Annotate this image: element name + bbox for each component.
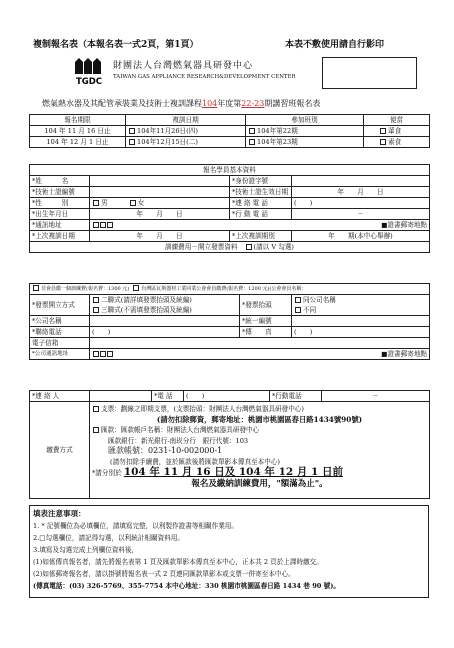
label-contact: *連 絡 人	[30, 391, 90, 402]
field-last-period[interactable]: 年 期(本中心舉辦)	[292, 231, 430, 242]
meal-option-meat[interactable]: 葷食	[364, 126, 430, 137]
label-pay-method: 繳費方式	[30, 402, 90, 499]
field-cert-date[interactable]: 年 月 日	[292, 187, 430, 198]
deadline-1: 104 年 11 月 16 日止	[30, 126, 126, 137]
zip-box[interactable]	[107, 222, 113, 228]
field-company-addr[interactable]	[90, 349, 430, 360]
label-cert-date: *技術士證生效日期	[230, 187, 292, 198]
label-cert-no: *技術士證編號	[30, 187, 90, 198]
zip-box[interactable]	[93, 222, 99, 228]
field-id[interactable]	[292, 176, 430, 187]
col-deadline: 報名期限	[30, 115, 126, 126]
checkbox[interactable]	[133, 285, 139, 291]
checkbox[interactable]	[295, 307, 301, 313]
course-title: 燃氣熱水器及其配管承裝業及技術士複訓課程104年度第22-23期講習班報名表	[42, 99, 321, 108]
label-name: *姓 名	[30, 176, 90, 187]
member-options[interactable]: 非會員繳一個訓練費(報名費：1300 元) 台灣區瓦斯器材工業同業公會會員繳費(報名費：1200 元)(公會會員名稱：	[30, 284, 430, 295]
cert-mail-option-2[interactable]: ■證書郵寄地點	[381, 349, 428, 358]
student-info-table	[29, 164, 430, 253]
field-gender[interactable]: 男 女	[90, 198, 230, 209]
checkbox[interactable]	[93, 406, 99, 412]
checkbox[interactable]	[93, 307, 99, 313]
schedule-table	[29, 114, 430, 148]
field-phone[interactable]: ( )	[292, 198, 430, 209]
label-address: *通訊地址	[30, 220, 90, 231]
label-tel: *電 話	[152, 391, 184, 402]
col-class: 參加班別	[246, 115, 364, 126]
field-contact[interactable]	[90, 391, 152, 402]
zip-box[interactable]	[93, 351, 99, 357]
zip-box[interactable]	[107, 351, 113, 357]
note-4: (1)如係傳真報名者，請先將報名表第 1 頁及匯款單影本傳真至本中心，正本共 2 頁於上課時繳交。	[33, 558, 323, 566]
checkbox[interactable]	[129, 128, 135, 134]
bank-info: 匯款銀行：新光銀行-南崁分行 銀行代號：103	[108, 436, 249, 445]
field-company[interactable]	[90, 316, 240, 327]
label-mobile2: *行動電話	[270, 391, 322, 402]
org-english-name: TAIWAN GAS APPLIANCE RESEARCH&DEVELOPMENT CENTER	[113, 74, 296, 80]
checkbox[interactable]	[295, 297, 301, 303]
label-phone: *連 絡 電 話	[230, 198, 292, 209]
label-gender: *性 別	[30, 198, 90, 209]
field-birth[interactable]: 年 月 日	[90, 209, 230, 220]
payment-table	[29, 390, 430, 499]
field-last-date[interactable]: 年 月 日	[90, 231, 230, 242]
checkbox[interactable]	[249, 128, 255, 134]
note-5: (2)如係郵寄報名者，請以掛號將報名表一式 2 頁連同匯款單影本或支票一併寄至本中心。	[33, 570, 295, 578]
zip-box[interactable]	[100, 351, 106, 357]
note-6: (傳真電話：(03) 326-5769、355-7754 本中心地址：330 桃園市桃園區春日路 1434 巷 90 號)。	[33, 582, 340, 590]
label-birth: *出生年月日	[30, 209, 90, 220]
label-company-addr: *公司通訊地址	[30, 349, 90, 360]
field-name[interactable]	[90, 176, 230, 187]
org-name: 財團法人台灣燃氣器具研發中心	[113, 61, 254, 71]
checkbox[interactable]	[246, 244, 252, 250]
col-date: 複訓日期	[126, 115, 246, 126]
date-option-1[interactable]: 104年11月26日(四)	[126, 126, 246, 137]
label-mobile: *行 動 電 話	[230, 209, 292, 220]
tgdc-logo	[72, 56, 106, 86]
pay-method-detail: 支票：劃線之即期支票，(支票抬頭：財團法人台灣燃氣器具研發中心) (請勿扣除郵資，郵寄地址：桃園市桃園區春日路1434號90號) 匯款：匯款帳戶名稱：財團法人台灣燃氣器具研發中心 匯款銀行：新光銀行-南崁分行 銀行代號：103 匯款帳號：0231-10-002000-1 (請勿扣除手續費，並於匯款後將匯款單影本傳真至本中心) *請分別於 104 年 11 月 16 日及 104 年 12 月 1 日前 報名及繳納訓練費用，"額滿為止"。	[90, 402, 430, 499]
field-cert-no[interactable]	[90, 187, 230, 198]
photo-stamp-box	[322, 57, 417, 89]
checkbox[interactable]	[33, 285, 39, 291]
section-student: 報名學員基本資料	[30, 165, 430, 176]
label-company: *公司名稱	[30, 316, 90, 327]
checkbox[interactable]	[130, 200, 136, 206]
fee-note: (請勿扣除手續費，並於匯款後將匯款單影本傳真至本中心)	[110, 457, 280, 466]
deadline-text: 104 年 11 月 16 日及 104 年 12 月 1 日前	[123, 466, 343, 478]
field-email[interactable]	[90, 338, 430, 349]
label-invoice-title: *發票抬頭	[240, 295, 292, 316]
note-1: 1. * 記號欄位為必填欄位，請填寫完整，以利製作證書等相關作業用。	[33, 522, 238, 530]
checkbox[interactable]	[93, 427, 99, 433]
form-title-left: 複制報名表（本報名表一式2頁，第1頁）	[33, 40, 199, 50]
form-title-right: 本表不敷使用請自行影印	[285, 40, 385, 50]
checkbox[interactable]	[93, 297, 99, 303]
class-option-2[interactable]: 104年第23期	[246, 137, 364, 148]
class-option-1[interactable]: 104年第22期	[246, 126, 364, 137]
cert-mail-option[interactable]: ■證書郵寄地點	[381, 220, 427, 229]
col-meal: 便當	[364, 115, 430, 126]
label-invoice-type: *發票開立方式	[30, 295, 90, 316]
field-fax[interactable]: ( )	[292, 327, 430, 338]
field-contact-phone[interactable]: ( )	[90, 327, 240, 338]
meal-option-veg[interactable]: 素食	[364, 137, 430, 148]
label-last-date: *上次複訓日期	[30, 231, 90, 242]
label-id: *身份證字號	[230, 176, 292, 187]
checkbox[interactable]	[129, 139, 135, 145]
field-mobile2[interactable]: －	[322, 391, 430, 402]
svg-text:TGDC: TGDC	[75, 77, 103, 86]
field-tax-id[interactable]	[292, 316, 430, 327]
label-tax-id: *統一編號	[240, 316, 292, 327]
fee-table	[29, 283, 430, 360]
field-invoice-type[interactable]: 二聯式(請詳填發票抬頭及統編) 三聯式(不需填發票抬頭及統編)	[90, 295, 240, 316]
mail-address-note: (請勿扣除郵資，郵寄地址：桃園市桃園區春日路1434號90號)	[156, 414, 363, 424]
deadline-2: 104 年 12 月 1 日止	[30, 137, 126, 148]
label-contact-phone: *聯絡電話	[30, 327, 90, 338]
label-fax: *傳 真	[240, 327, 292, 338]
date-option-2[interactable]: 104年12月15日(二)	[126, 137, 246, 148]
label-last-period: *上次複訓期別	[230, 231, 292, 242]
zip-box[interactable]	[100, 222, 106, 228]
note-2: 2.□勾選欄位，請記得勾選，以利統計相關資料用。	[33, 534, 184, 542]
notes-box	[29, 505, 429, 598]
checkbox[interactable]	[380, 128, 386, 134]
notes-title: 填表注意事項：	[33, 509, 86, 518]
field-address[interactable]	[90, 220, 430, 231]
field-tel[interactable]: ( )	[184, 391, 270, 402]
account-number: 匯款帳號：0231-10-002000-1	[108, 446, 223, 455]
checkbox[interactable]	[249, 139, 255, 145]
field-invoice-title[interactable]: 同公司名稱 不同	[292, 295, 430, 316]
note-3: 3.填寫及勾選完成上列欄位資料後，	[33, 546, 139, 554]
deadline-note: 報名及繳納訓練費用，"額滿為止"。	[191, 478, 328, 489]
field-mobile[interactable]: －	[292, 209, 430, 220]
logo-flame-icon	[72, 56, 106, 86]
checkbox[interactable]	[93, 200, 99, 206]
section-fee: 訓練費用－開立發票資料 (請以 V 勾選)	[30, 242, 430, 253]
checkbox[interactable]	[380, 139, 386, 145]
label-email: 電子信箱	[30, 338, 90, 349]
